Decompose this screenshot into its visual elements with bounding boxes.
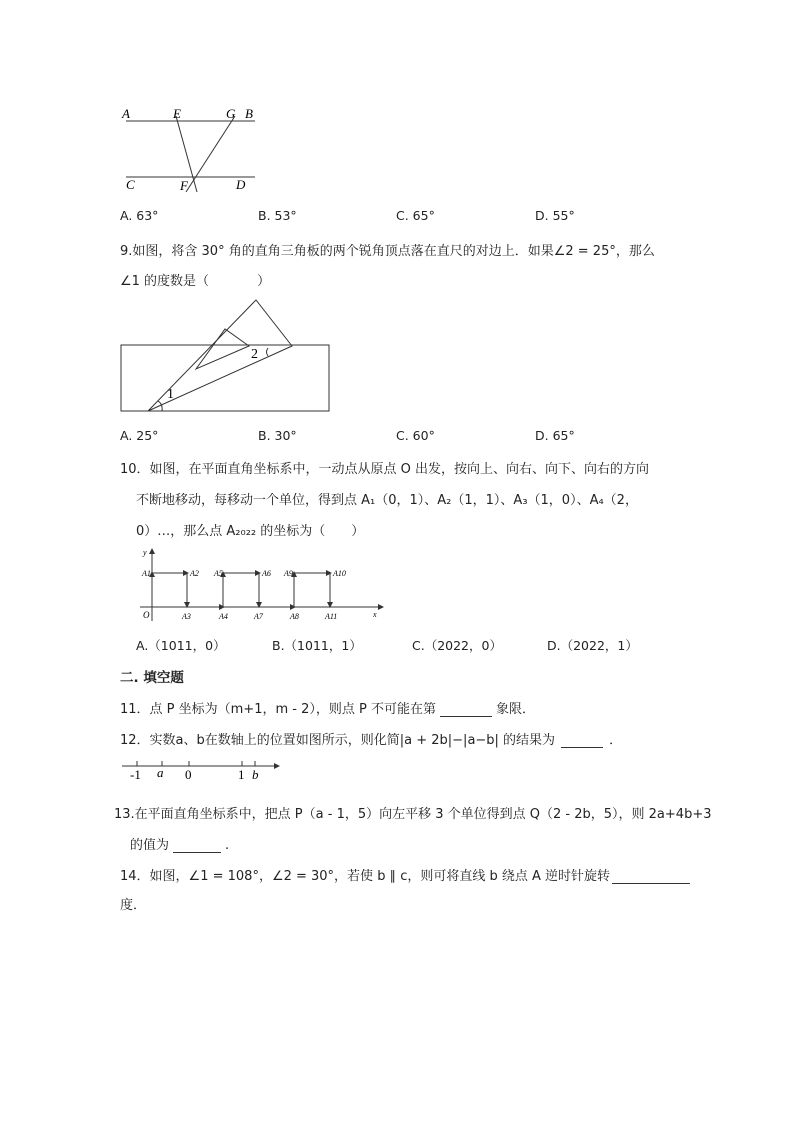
q12-label-zero: 0 xyxy=(185,767,192,782)
q11-stem: 11．点 P 坐标为（m+1，m - 2），则点 P 不可能在第 xyxy=(120,702,436,717)
q12-label-minus-one: -1 xyxy=(130,767,141,782)
q10-x-axis-label: x xyxy=(373,610,377,619)
q10-label-a8: A8 xyxy=(290,612,299,621)
q9-figure xyxy=(118,296,333,414)
q8-label-C: C xyxy=(126,177,135,192)
q9-option-d: D. 65° xyxy=(535,428,575,443)
q12-stem: 12．实数a、b在数轴上的位置如图所示，则化简|a + 2b|−|a−b| 的结果为 xyxy=(120,733,556,748)
q10-figure xyxy=(134,546,384,626)
q8-label-D: D xyxy=(236,177,246,192)
q8-option-c: C. 65° xyxy=(396,208,435,223)
q8-label-E: E xyxy=(173,106,181,121)
q8-label-F: F xyxy=(180,178,188,193)
q9-text-line1 xyxy=(120,240,655,259)
q8-label-B: B xyxy=(245,106,253,121)
q10-label-a11: A11 xyxy=(325,612,338,621)
q13-stem-line2: 的值为 xyxy=(130,838,170,853)
q9-stem: 如图，将含 30° 角的直角三角板的两个锐角顶点落在直尺的对边上．如果∠2 = 25°，那么 xyxy=(132,244,655,259)
q10-option-d: D.（2022，1） xyxy=(547,638,638,653)
q11-after: 象限． xyxy=(495,702,535,717)
q14-text xyxy=(120,865,690,884)
q10-label-a1: A1 xyxy=(142,569,151,578)
q11-answer-blank[interactable] xyxy=(440,716,492,717)
q13-text-line2 xyxy=(130,834,229,853)
q8-label-G: G xyxy=(226,106,236,121)
q10-text-line3: 0）…，那么点 A₂₀₂₂ 的坐标为（ ） xyxy=(136,524,365,539)
q8-option-a: A. 63° xyxy=(120,208,159,223)
q10-label-a9: A9 xyxy=(284,569,293,578)
q14-answer-blank[interactable] xyxy=(612,883,690,884)
q8-option-d: D. 55° xyxy=(535,208,575,223)
q9-number: 9. xyxy=(120,244,133,259)
q10-text-line1 xyxy=(120,458,649,477)
q12-number-line xyxy=(118,756,283,782)
q14-after: 度． xyxy=(120,898,147,913)
q10-label-a2: A2 xyxy=(190,569,199,578)
q12-label-a: a xyxy=(157,765,164,780)
q14-stem: 14．如图，∠1 = 108°，∠2 = 30°，若使 b ∥ c，则可将直线 b 绕点 A 逆时针旋转 xyxy=(120,869,611,884)
q10-label-a3: A3 xyxy=(182,612,191,621)
q9-angle-2-label: 2 xyxy=(251,347,258,362)
q13-answer-blank[interactable] xyxy=(173,852,221,853)
q11-text xyxy=(120,698,535,717)
q10-option-a: A.（1011，0） xyxy=(136,638,226,653)
q9-paren-close: ） xyxy=(257,274,271,289)
q12-text xyxy=(120,729,622,748)
q8-label-A: A xyxy=(122,106,130,121)
q10-stem: 如图，在平面直角坐标系中，一动点从原点 O 出发，按向上、向右、向下、向右的方向 xyxy=(149,462,650,477)
q13-after: . xyxy=(225,838,230,853)
q8-option-b: B. 53° xyxy=(258,208,297,223)
q12-label-one: 1 xyxy=(238,767,245,782)
q9-option-c: C. 60° xyxy=(396,428,435,443)
q12-after: ． xyxy=(609,733,623,748)
q10-option-b: B.（1011，1） xyxy=(272,638,362,653)
q10-option-c: C.（2022，0） xyxy=(412,638,502,653)
q9-angle-1-label: 1 xyxy=(167,387,174,402)
q12-answer-blank[interactable] xyxy=(561,747,603,748)
q9-option-a: A. 25° xyxy=(120,428,159,443)
q10-y-axis-label: y xyxy=(143,548,147,557)
q12-label-b: b xyxy=(252,767,259,782)
q10-text-line2: 不断地移动，每移动一个单位，得到点 A₁（0，1）、A₂（1，1）、A₃（1，0）、A₄（2， xyxy=(136,493,638,508)
q10-label-a10: A10 xyxy=(333,569,346,578)
q10-number: 10． xyxy=(120,462,150,477)
q9-stem-line2: ∠1 的度数是（ xyxy=(120,274,210,289)
q9-option-b: B. 30° xyxy=(258,428,297,443)
q10-label-a4: A4 xyxy=(219,612,228,621)
q13-text-line1: 13.在平面直角坐标系中，把点 P（a - 1，5）向左平移 3 个单位得到点 Q（2 - 2b，5），则 2a+4b+3 xyxy=(114,807,712,822)
section-heading-fill-in: 二. 填空题 xyxy=(120,670,184,686)
q9-text-line2 xyxy=(120,270,270,289)
q10-label-a7: A7 xyxy=(254,612,263,621)
q8-figure xyxy=(118,102,263,194)
q10-origin-label: O xyxy=(143,610,150,620)
q10-label-a5: A5 xyxy=(214,569,223,578)
q10-label-a6: A6 xyxy=(262,569,271,578)
